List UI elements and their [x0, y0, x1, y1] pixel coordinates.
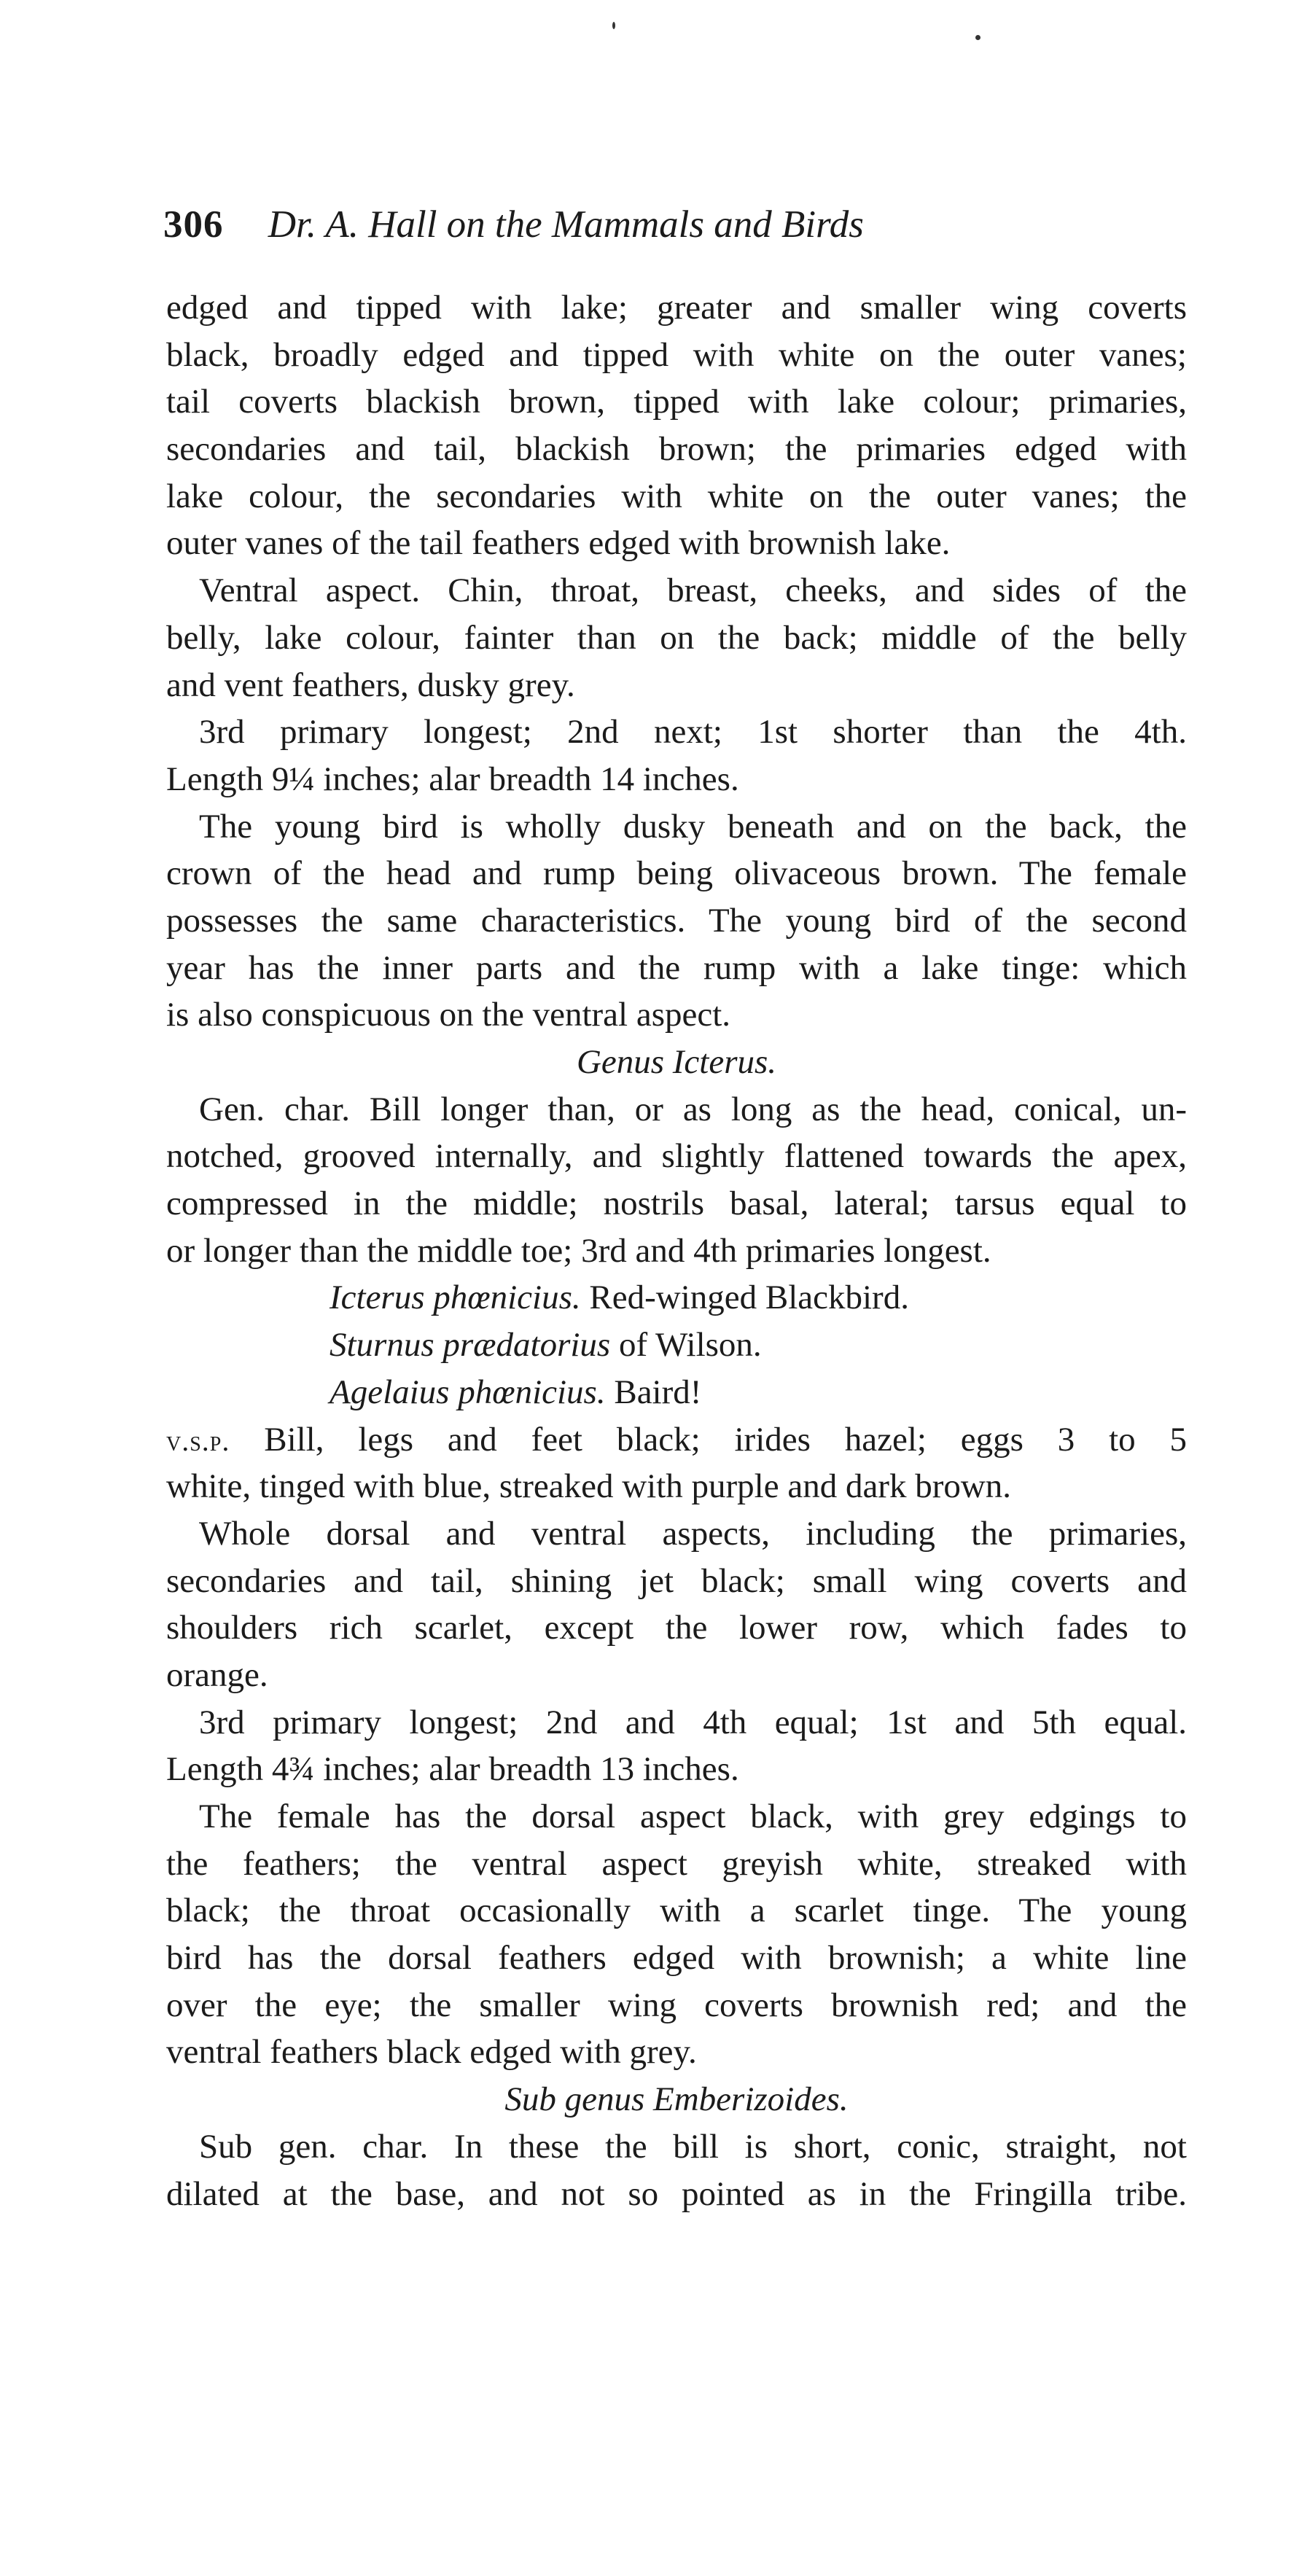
text-line: over the eye; the smaller wing coverts brownish red; and the [166, 1986, 1187, 2024]
vsp-label: v.s.p. [166, 1424, 230, 1457]
paragraph-vsp [166, 1416, 1187, 1510]
text-line: outer vanes of the tail feathers edged with brownish lake. [166, 524, 951, 563]
text-line: and vent feathers, dusky grey. [166, 666, 575, 704]
page-header [163, 195, 1198, 254]
paragraph-primaries-2 [166, 1699, 1187, 1793]
text-line: white, tinged with blue, streaked with purple and dark brown. [166, 1467, 1012, 1506]
synonym-line [166, 1322, 1187, 1369]
text-line: Length 4¾ inches; alar breadth 13 inches. [166, 1750, 739, 1789]
text-line: The young bird is wholly dusky beneath and on the back, the [199, 807, 1187, 846]
subgenus-heading: Sub genus Emberizoides. [504, 2080, 849, 2119]
text-line: lake colour, the secondaries with white on the outer vanes; the [166, 477, 1187, 515]
ink-speck [612, 22, 615, 29]
text-line: belly, lake colour, fainter than on the back; middle of the belly [166, 618, 1187, 657]
text-line [166, 1416, 1187, 1464]
page-number: 306 [163, 203, 224, 246]
text-line: Whole dorsal and ventral aspects, including the primaries, [199, 1514, 1187, 1553]
synonym-note: Baird! [614, 1373, 702, 1411]
text-line: or longer than the middle toe; 3rd and 4th primaries longest. [166, 1231, 991, 1270]
text-line: 3rd primary longest; 2nd next; 1st shorter than the 4th. [199, 713, 1187, 752]
body-text [166, 284, 1187, 2217]
text-line: ventral feathers black edged with grey. [166, 2033, 697, 2072]
text-line: The female has the dorsal aspect black, with grey edgings to [199, 1798, 1187, 1835]
text-line: notched, grooved internally, and slightly flattened towards the apex, [166, 1137, 1187, 1176]
genus-heading: Genus Icterus. [576, 1043, 777, 1081]
text-line: black, broadly edged and tipped with white on the outer vanes; [166, 335, 1187, 374]
paragraph-primaries-1 [166, 709, 1187, 803]
paragraph-young-bird [166, 803, 1187, 1039]
text-line: secondaries and tail, blackish brown; the primaries edged with [166, 430, 1187, 469]
synonym-line [166, 1369, 1187, 1416]
text-line: year has the inner parts and the rump with a lake tinge: which [166, 948, 1187, 987]
text-line: is also conspicuous on the ventral aspect. [166, 996, 731, 1034]
text-line: edged and tipped with lake; greater and smaller wing coverts [166, 289, 1187, 327]
text-line: Length 9¼ inches; alar breadth 14 inches. [166, 760, 739, 798]
text-line: black; the throat occasionally with a scarlet tinge. The young [166, 1892, 1187, 1930]
text-line: Sub gen. char. In these the bill is short, conic, straight, not [199, 2127, 1187, 2166]
synonym-note: Red-winged Blackbird. [589, 1279, 909, 1317]
species-name: Sturnus prædatorius [330, 1326, 611, 1365]
synonym-note: of Wilson. [618, 1326, 762, 1365]
synonym-line [166, 1274, 1187, 1322]
text-line: orange. [166, 1655, 268, 1694]
ink-speck [975, 35, 980, 40]
species-name: Icterus phœnicius. [330, 1279, 581, 1317]
paragraph-female [166, 1793, 1187, 2076]
species-name: Agelaius phœnicius. [330, 1373, 606, 1411]
synonym-list [166, 1274, 1187, 1416]
text-line: dilated at the base, and not so pointed as in the Fringilla tribe. [166, 2174, 1187, 2213]
text-line: the feathers; the ventral aspect greyish white, streaked with [166, 1844, 1187, 1883]
text-line: bird has the dorsal feathers edged with brownish; a white line [166, 1939, 1187, 1978]
paragraph-genus-char [166, 1086, 1187, 1275]
text-line: tail coverts blackish brown, tipped with lake colour; primaries, [166, 383, 1187, 421]
text-line: compressed in the middle; nostrils basal, lateral; tarsus equal to [166, 1184, 1187, 1223]
paragraph-subgenus-char [166, 2123, 1187, 2217]
text-line: Gen. char. Bill longer than, or as long as the head, conical, un- [199, 1090, 1187, 1128]
text-line: crown of the head and rump being olivaceous brown. The female [166, 854, 1187, 893]
text-line: Ventral aspect. Chin, throat, breast, cheeks, and sides of the [199, 571, 1187, 610]
paragraph-dorsal-ventral [166, 1510, 1187, 1699]
paragraph-ventral-aspect [166, 567, 1187, 709]
paragraph-plumage-continued [166, 284, 1187, 567]
vsp-text: Bill, legs and feet black; irides hazel; eggs 3 to 5 [264, 1420, 1187, 1459]
text-line: shoulders rich scarlet, except the lower row, which fades to [166, 1609, 1187, 1647]
running-head: Dr. A. Hall on the Mammals and Birds [268, 203, 864, 246]
text-line: 3rd primary longest; 2nd and 4th equal; 1st and 5th equal. [199, 1703, 1187, 1741]
text-line: secondaries and tail, shining jet black; small wing coverts and [166, 1561, 1187, 1600]
text-line: possesses the same characteristics. The young bird of the second [166, 901, 1187, 940]
